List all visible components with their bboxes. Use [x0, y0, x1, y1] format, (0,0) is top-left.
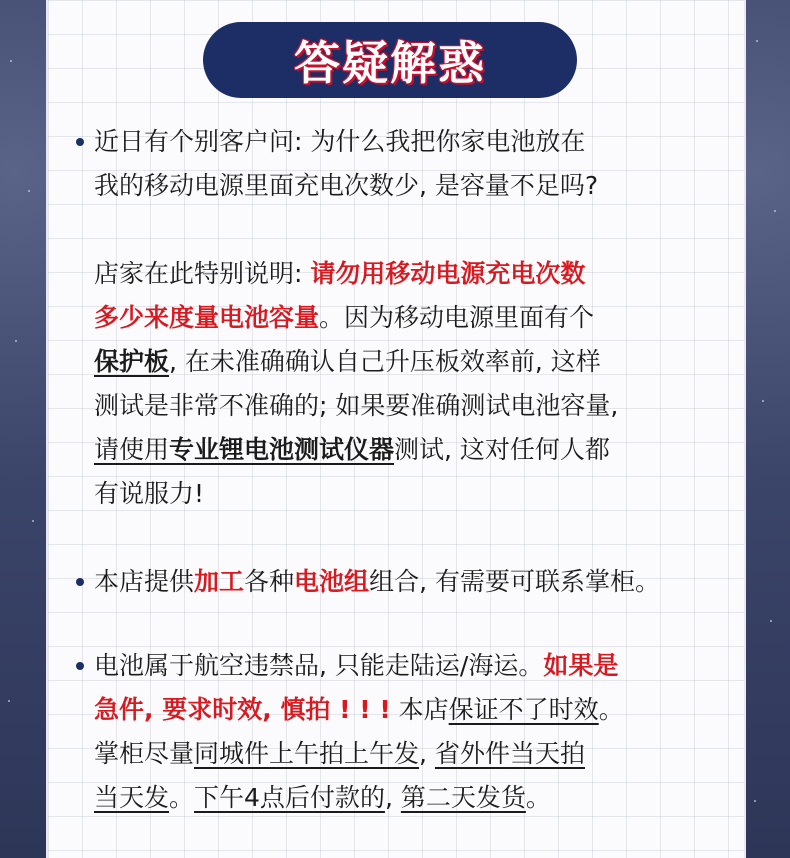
page-title: 答疑解惑	[294, 36, 486, 90]
instrument-term: 专业锂电池测试仪器	[169, 435, 395, 464]
bullet-icon	[76, 662, 84, 670]
starry-background-left	[0, 0, 48, 858]
faq-item-capacity: 近日有个别客户问: 为什么我把你家电池放在 我的移动电源里面充电次数少, 是容量不足吗?	[94, 120, 754, 208]
title-banner	[203, 22, 577, 98]
faq-item-shipping: 电池属于航空违禁品, 只能走陆运/海运。如果是 急件, 要求时效, 慎拍 ! ! ! 本店保证不了时效。 掌柜尽量同城件上午拍上午发, 省外件当天拍 当天发。下午4点后付款的, 第二天发货。	[94, 644, 754, 820]
faq-answer-capacity: 店家在此特别说明: 请勿用移动电源充电次数 多少来度量电池容量。因为移动电源里面有个 保护板, 在未准确确认自己升压板效率前, 这样 测试是非常不准确的; 如果要准确测试电池容量, 请使用专业锂电池测试仪器测试, 这对任何人都 有说服力!	[94, 259, 619, 508]
protection-board-term: 保护板	[94, 347, 170, 376]
bullet-icon	[76, 138, 84, 146]
faq-content	[94, 120, 754, 820]
bullet-icon	[76, 578, 84, 586]
faq-item-processing: 本店提供加工各种电池组组合, 有需要可联系掌柜。	[94, 560, 754, 604]
